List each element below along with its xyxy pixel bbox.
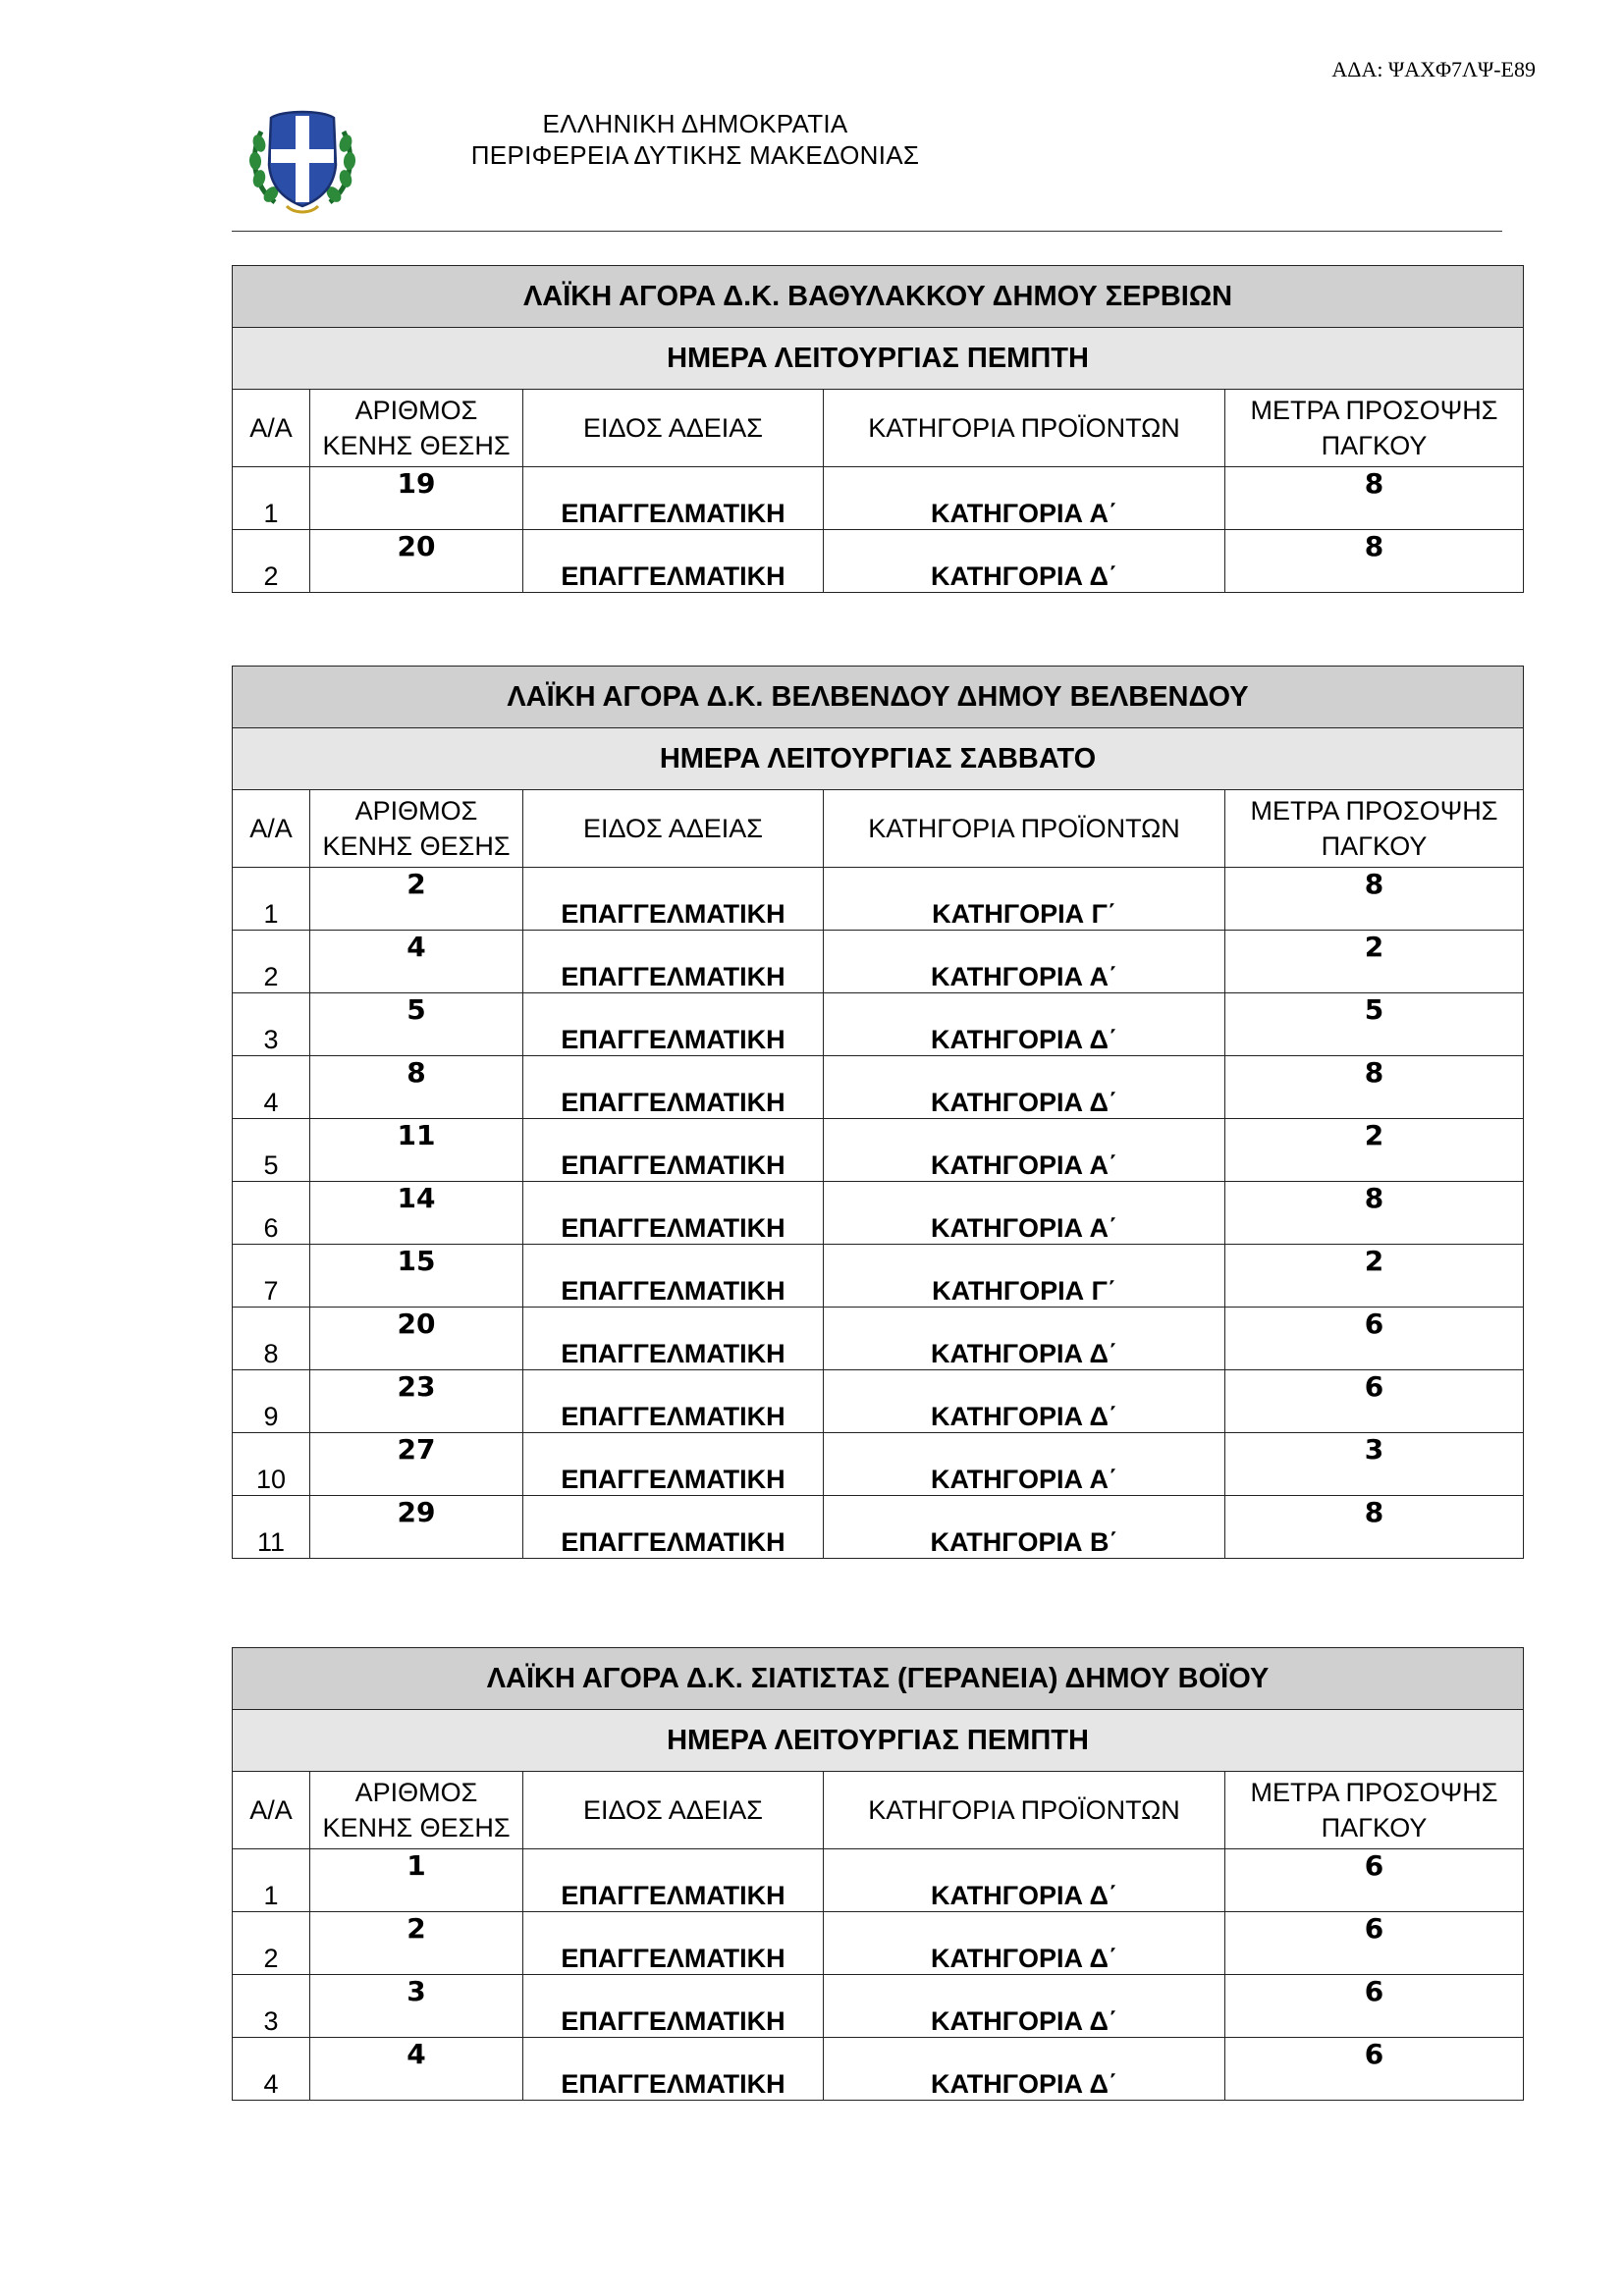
country-name: ΕΛΛΗΝΙΚΗ ΔΗΜΟΚΡΑΤΙΑ	[542, 109, 848, 138]
cell-license-type: ΕΠΑΓΓΕΛΜΑΤΙΚΗ	[523, 1975, 824, 2038]
cell-category: ΚΑΤΗΓΟΡΙΑ Δ΄	[824, 1975, 1225, 2038]
cell-category: ΚΑΤΗΓΟΡΙΑ Δ΄	[824, 993, 1225, 1056]
column-header-row	[233, 390, 1524, 467]
cell-meters: 6	[1225, 2038, 1524, 2101]
cell-aa: 1	[233, 1849, 310, 1912]
operating-day: ΗΜΕΡΑ ΛΕΙΤΟΥΡΓΙΑΣ ΠΕΜΠΤΗ	[233, 1710, 1524, 1772]
cell-license-type: ΕΠΑΓΓΕΛΜΑΤΙΚΗ	[523, 1370, 824, 1433]
table-row	[233, 1975, 1524, 2038]
cell-meters: 2	[1225, 1245, 1524, 1308]
cell-category: ΚΑΤΗΓΟΡΙΑ Δ΄	[824, 1912, 1225, 1975]
cell-meters: 6	[1225, 1975, 1524, 2038]
cell-meters: 6	[1225, 1849, 1524, 1912]
cell-category: ΚΑΤΗΓΟΡΙΑ Γ΄	[824, 868, 1225, 931]
col-header-number-line1: ΑΡΙΘΜΟΣ	[354, 396, 478, 425]
cell-license-type: ΕΠΑΓΓΕΛΜΑΤΙΚΗ	[523, 931, 824, 993]
cell-license-type: ΕΠΑΓΓΕΛΜΑΤΙΚΗ	[523, 467, 824, 530]
cell-meters: 8	[1225, 868, 1524, 931]
table-row	[233, 1308, 1524, 1370]
col-header-meters	[1225, 790, 1524, 868]
col-header-meters-line2: ΠΑΓΚΟΥ	[1321, 431, 1428, 460]
cell-aa: 4	[233, 2038, 310, 2101]
cell-category: ΚΑΤΗΓΟΡΙΑ Α΄	[824, 1182, 1225, 1245]
col-header-meters-line2: ΠΑΓΚΟΥ	[1321, 831, 1428, 861]
cell-number: 11	[310, 1119, 523, 1182]
cell-license-type: ΕΠΑΓΓΕΛΜΑΤΙΚΗ	[523, 1182, 824, 1245]
col-header-aa: Α/Α	[233, 790, 310, 868]
col-header-license-type: ΕΙΔΟΣ ΑΔΕΙΑΣ	[523, 1772, 824, 1849]
cell-number: 1	[310, 1849, 523, 1912]
cell-meters: 8	[1225, 1056, 1524, 1119]
cell-aa: 2	[233, 1912, 310, 1975]
col-header-number-line1: ΑΡΙΘΜΟΣ	[354, 796, 478, 826]
table-row	[233, 1496, 1524, 1559]
col-header-number-line1: ΑΡΙΘΜΟΣ	[354, 1778, 478, 1807]
cell-meters: 8	[1225, 467, 1524, 530]
cell-number: 23	[310, 1370, 523, 1433]
cell-category: ΚΑΤΗΓΟΡΙΑ Α΄	[824, 467, 1225, 530]
cell-license-type: ΕΠΑΓΓΕΛΜΑΤΙΚΗ	[523, 1119, 824, 1182]
col-header-license-type: ΕΙΔΟΣ ΑΔΕΙΑΣ	[523, 790, 824, 868]
market-table-vathylakkos	[232, 265, 1524, 593]
cell-license-type: ΕΠΑΓΓΕΛΜΑΤΙΚΗ	[523, 1056, 824, 1119]
col-header-number-line2: ΚΕΝΗΣ ΘΕΣΗΣ	[322, 831, 511, 861]
table-row	[233, 1056, 1524, 1119]
cell-aa: 3	[233, 1975, 310, 2038]
cell-license-type: ΕΠΑΓΓΕΛΜΑΤΙΚΗ	[523, 1433, 824, 1496]
col-header-meters-line1: ΜΕΤΡΑ ΠΡΟΣΟΨΗΣ	[1250, 396, 1498, 425]
cell-license-type: ΕΠΑΓΓΕΛΜΑΤΙΚΗ	[523, 1912, 824, 1975]
cell-aa: 3	[233, 993, 310, 1056]
cell-category: ΚΑΤΗΓΟΡΙΑ Α΄	[824, 1433, 1225, 1496]
cell-aa: 2	[233, 530, 310, 593]
cell-number: 19	[310, 467, 523, 530]
cell-meters: 8	[1225, 1496, 1524, 1559]
col-header-license-type: ΕΙΔΟΣ ΑΔΕΙΑΣ	[523, 390, 824, 467]
cell-category: ΚΑΤΗΓΟΡΙΑ Δ΄	[824, 1370, 1225, 1433]
cell-number: 4	[310, 931, 523, 993]
table-row	[233, 931, 1524, 993]
cell-license-type: ΕΠΑΓΓΕΛΜΑΤΙΚΗ	[523, 1496, 824, 1559]
cell-number: 4	[310, 2038, 523, 2101]
table-row	[233, 1245, 1524, 1308]
col-header-number	[310, 790, 523, 868]
cell-number: 29	[310, 1496, 523, 1559]
col-header-meters-line1: ΜΕΤΡΑ ΠΡΟΣΟΨΗΣ	[1250, 796, 1498, 826]
cell-category: ΚΑΤΗΓΟΡΙΑ Α΄	[824, 931, 1225, 993]
table-row	[233, 1182, 1524, 1245]
cell-number: 27	[310, 1433, 523, 1496]
table-row	[233, 993, 1524, 1056]
cell-meters: 3	[1225, 1433, 1524, 1496]
cell-meters: 8	[1225, 530, 1524, 593]
cell-aa: 6	[233, 1182, 310, 1245]
cell-license-type: ΕΠΑΓΓΕΛΜΑΤΙΚΗ	[523, 1245, 824, 1308]
cell-meters: 6	[1225, 1912, 1524, 1975]
col-header-number	[310, 390, 523, 467]
cell-aa: 7	[233, 1245, 310, 1308]
operating-day: ΗΜΕΡΑ ΛΕΙΤΟΥΡΓΙΑΣ ΠΕΜΠΤΗ	[233, 328, 1524, 390]
cell-aa: 9	[233, 1370, 310, 1433]
market-title: ΛΑΪΚΗ ΑΓΟΡΑ Δ.Κ. ΒΕΛΒΕΝΔΟΥ ΔΗΜΟΥ ΒΕΛΒΕΝΔΟΥ	[233, 667, 1524, 728]
ada-code: ΑΔΑ: ΨΑΧΦ7ΛΨ-Ε89	[1331, 57, 1536, 81]
market-table-siatista	[232, 1647, 1524, 2101]
cell-license-type: ΕΠΑΓΓΕΛΜΑΤΙΚΗ	[523, 1849, 824, 1912]
cell-number: 8	[310, 1056, 523, 1119]
table-row	[233, 2038, 1524, 2101]
cell-license-type: ΕΠΑΓΓΕΛΜΑΤΙΚΗ	[523, 530, 824, 593]
col-header-aa: Α/Α	[233, 1772, 310, 1849]
col-header-meters	[1225, 1772, 1524, 1849]
cell-category: ΚΑΤΗΓΟΡΙΑ Δ΄	[824, 2038, 1225, 2101]
greek-coat-of-arms-icon	[247, 104, 357, 216]
col-header-aa: Α/Α	[233, 390, 310, 467]
col-header-meters	[1225, 390, 1524, 467]
col-header-category: ΚΑΤΗΓΟΡΙΑ ΠΡΟΪΟΝΤΩΝ	[824, 390, 1225, 467]
cell-number: 5	[310, 993, 523, 1056]
issuer-header	[450, 108, 941, 171]
col-header-number	[310, 1772, 523, 1849]
cell-meters: 2	[1225, 1119, 1524, 1182]
table-row	[233, 1433, 1524, 1496]
cell-meters: 6	[1225, 1370, 1524, 1433]
region-name: ΠΕΡΙΦΕΡΕΙΑ ΔΥΤΙΚΗΣ ΜΑΚΕΔΟΝΙΑΣ	[470, 140, 920, 170]
cell-aa: 11	[233, 1496, 310, 1559]
table-row	[233, 868, 1524, 931]
col-header-meters-line2: ΠΑΓΚΟΥ	[1321, 1813, 1428, 1842]
cell-number: 2	[310, 1912, 523, 1975]
cell-number: 14	[310, 1182, 523, 1245]
table-row	[233, 1849, 1524, 1912]
market-table-velvendos	[232, 666, 1524, 1559]
cell-category: ΚΑΤΗΓΟΡΙΑ Β΄	[824, 1496, 1225, 1559]
cell-meters: 2	[1225, 931, 1524, 993]
cell-aa: 2	[233, 931, 310, 993]
cell-meters: 6	[1225, 1308, 1524, 1370]
cell-license-type: ΕΠΑΓΓΕΛΜΑΤΙΚΗ	[523, 1308, 824, 1370]
col-header-number-line2: ΚΕΝΗΣ ΘΕΣΗΣ	[322, 1813, 511, 1842]
table-row	[233, 1370, 1524, 1433]
table-row	[233, 1912, 1524, 1975]
column-header-row	[233, 1772, 1524, 1849]
table-row	[233, 467, 1524, 530]
operating-day: ΗΜΕΡΑ ΛΕΙΤΟΥΡΓΙΑΣ ΣΑΒΒΑΤΟ	[233, 728, 1524, 790]
cell-aa: 8	[233, 1308, 310, 1370]
cell-aa: 4	[233, 1056, 310, 1119]
cell-number: 15	[310, 1245, 523, 1308]
cell-aa: 1	[233, 868, 310, 931]
cell-license-type: ΕΠΑΓΓΕΛΜΑΤΙΚΗ	[523, 993, 824, 1056]
cell-number: 20	[310, 1308, 523, 1370]
cell-number: 20	[310, 530, 523, 593]
table-row	[233, 1119, 1524, 1182]
cell-aa: 5	[233, 1119, 310, 1182]
col-header-category: ΚΑΤΗΓΟΡΙΑ ΠΡΟΪΟΝΤΩΝ	[824, 790, 1225, 868]
col-header-category: ΚΑΤΗΓΟΡΙΑ ΠΡΟΪΟΝΤΩΝ	[824, 1772, 1225, 1849]
market-title: ΛΑΪΚΗ ΑΓΟΡΑ Δ.Κ. ΒΑΘΥΛΑΚΚΟΥ ΔΗΜΟΥ ΣΕΡΒΙΩΝ	[233, 266, 1524, 328]
cell-category: ΚΑΤΗΓΟΡΙΑ Δ΄	[824, 1056, 1225, 1119]
table-row	[233, 530, 1524, 593]
cell-number: 2	[310, 868, 523, 931]
col-header-number-line2: ΚΕΝΗΣ ΘΕΣΗΣ	[322, 431, 511, 460]
cell-category: ΚΑΤΗΓΟΡΙΑ Δ΄	[824, 530, 1225, 593]
col-header-meters-line1: ΜΕΤΡΑ ΠΡΟΣΟΨΗΣ	[1250, 1778, 1498, 1807]
cell-category: ΚΑΤΗΓΟΡΙΑ Γ΄	[824, 1245, 1225, 1308]
cell-license-type: ΕΠΑΓΓΕΛΜΑΤΙΚΗ	[523, 2038, 824, 2101]
cell-meters: 5	[1225, 993, 1524, 1056]
cell-category: ΚΑΤΗΓΟΡΙΑ Δ΄	[824, 1849, 1225, 1912]
column-header-row	[233, 790, 1524, 868]
cell-number: 3	[310, 1975, 523, 2038]
market-title: ΛΑΪΚΗ ΑΓΟΡΑ Δ.Κ. ΣΙΑΤΙΣΤΑΣ (ΓΕΡΑΝΕΙΑ) ΔΗΜΟΥ ΒΟΪΟΥ	[233, 1648, 1524, 1710]
cell-aa: 1	[233, 467, 310, 530]
cell-category: ΚΑΤΗΓΟΡΙΑ Δ΄	[824, 1308, 1225, 1370]
header-divider	[232, 231, 1502, 232]
cell-meters: 8	[1225, 1182, 1524, 1245]
cell-aa: 10	[233, 1433, 310, 1496]
cell-license-type: ΕΠΑΓΓΕΛΜΑΤΙΚΗ	[523, 868, 824, 931]
cell-category: ΚΑΤΗΓΟΡΙΑ Α΄	[824, 1119, 1225, 1182]
